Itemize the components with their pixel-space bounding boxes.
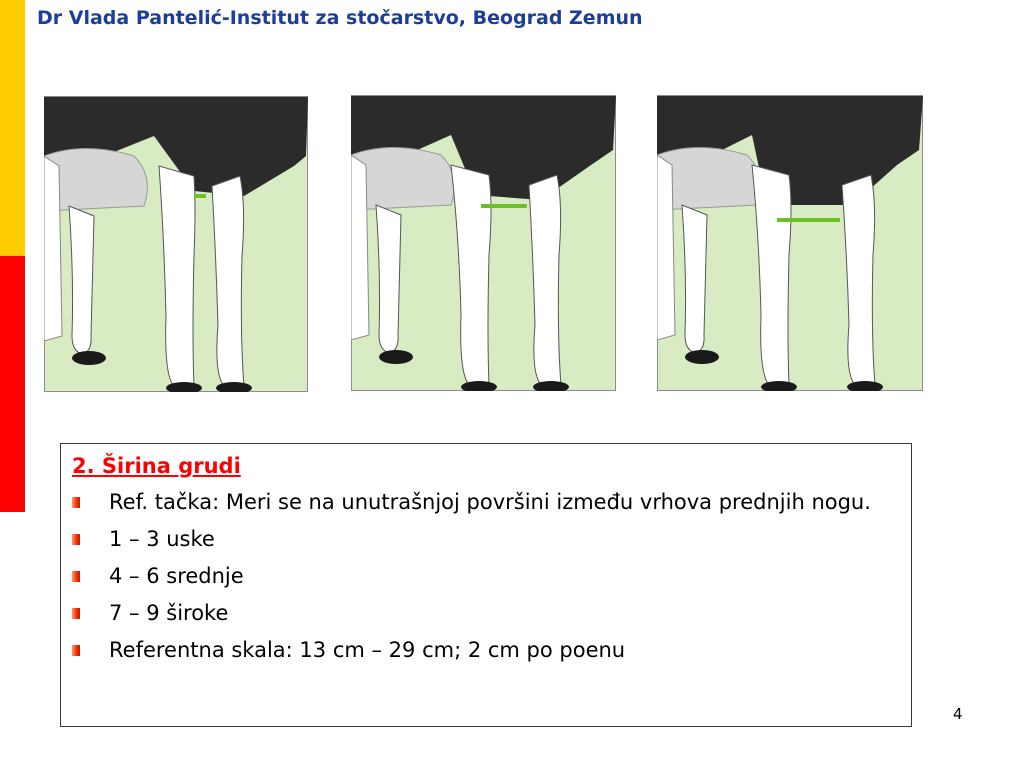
cow-front-legs-icon xyxy=(44,96,308,392)
list-item xyxy=(72,599,892,627)
bullet-icon xyxy=(72,571,80,582)
accent-bar-red xyxy=(0,256,25,512)
list-item xyxy=(72,488,892,516)
list-item xyxy=(72,525,892,553)
accent-bar-yellow xyxy=(0,0,25,256)
bullet-icon xyxy=(72,534,80,545)
bullet-text: 1 – 3 uske xyxy=(109,527,215,551)
bullet-list xyxy=(72,488,892,673)
page-number: 4 xyxy=(953,705,963,723)
bullet-text: Referentna skala: 13 cm – 29 cm; 2 cm po poenu xyxy=(109,638,626,662)
chest-width-wide-illustration xyxy=(657,95,923,391)
bullet-icon xyxy=(72,645,80,656)
header-title: Dr Vlada Pantelić-Institut za stočarstvo, Beograd Zemun xyxy=(37,7,643,29)
section-heading: 2. Širina grudi xyxy=(72,454,241,478)
bullet-text: Ref. tačka: Meri se na unutrašnjoj površini između vrhova prednjih nogu. xyxy=(109,490,871,514)
bullet-text: 4 – 6 srednje xyxy=(109,564,244,588)
cow-front-legs-icon xyxy=(657,95,923,391)
list-item xyxy=(72,562,892,590)
chest-width-medium-illustration xyxy=(351,95,616,391)
bullet-icon xyxy=(72,497,80,508)
content-box xyxy=(60,443,912,727)
cow-front-legs-icon xyxy=(351,95,616,391)
list-item xyxy=(72,636,892,664)
bullet-icon xyxy=(72,608,80,619)
bullet-text: 7 – 9 široke xyxy=(109,601,229,625)
chest-width-narrow-illustration xyxy=(44,96,308,392)
